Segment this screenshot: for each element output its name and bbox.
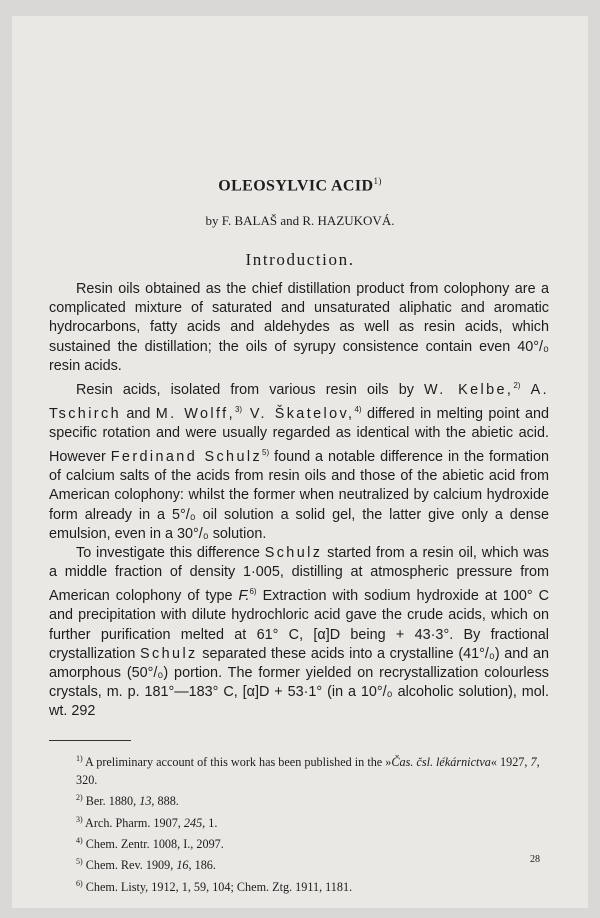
title-text: OLEOSYLVIC ACID xyxy=(218,177,374,195)
title-footnote-ref[interactable]: 1) xyxy=(373,176,382,186)
footnote-6: $^{6)}$ Chem. Listy, 1912, 1, 59, 104; Chem. Ztg. 1911, 1181. xyxy=(76,878,353,894)
author-name: A. Tschirch xyxy=(49,381,549,422)
footnote-divider xyxy=(49,740,131,741)
footnote-3: $^{3)}$ Arch. Pharm. 1907, 245, 1. xyxy=(76,814,218,830)
section-heading: Introduction. xyxy=(245,250,355,269)
footnote-2: $^{2)}$ Ber. 1880, 13, 888. xyxy=(76,793,179,809)
authors-line: by F. BALAŠ and R. HAZUKOVÁ. xyxy=(205,213,395,228)
footnote-ref[interactable]: 2) xyxy=(513,381,521,391)
footnotes xyxy=(49,750,549,896)
paragraph-1: Resin oils obtained as the chief distillation product from colophony are a complicated mixture of saturated and unsaturated aliphatic and aromatic hydrocarbons, fatty acids and aldehydes as well as resin acids, which sustained the distillation; the oils of syrupy consistence contain even 40°/₀ resin acids. xyxy=(49,281,549,374)
author-name: M. Wolff, xyxy=(155,405,235,422)
author-name: Ferdinand Schulz xyxy=(110,449,263,466)
footnote-ref[interactable]: 5) xyxy=(262,448,270,458)
type-label: F. xyxy=(238,588,250,605)
paragraph-2: Resin acids, isolated from various resin oils by W. Kelbe,$^{2)}$ A. Tschirch and M. Wolff,$^{3)}$ V. Škatelov,$^{4)}$ differed in melting point and specific rotation and were usually regarded as identical with the abietic acid. However Ferdinand Schulz$^{5)}$ found a notable difference in the formation of calcium salts of the acids from resin oils and those of the abietic acid from American colophony: whilst the former when neutralized by calcium hydroxide form already in a 5°/₀ oil solution a solid gel, the latter give only a dense emulsion, even in a 30°/₀ solution. xyxy=(49,381,549,542)
page-number: 28 xyxy=(530,854,540,865)
page xyxy=(12,16,588,908)
footnote-5: $^{5)}$ Chem. Rev. 1909, 16, 186. xyxy=(76,857,216,873)
author-name: W. Kelbe, xyxy=(424,381,514,398)
footnote-ref[interactable]: 4) xyxy=(354,405,362,415)
author-name: V. Škatelov, xyxy=(242,405,355,422)
footnote-ref[interactable]: 3) xyxy=(234,405,243,415)
author-name: Schulz xyxy=(140,645,198,662)
footnote-4: $^{4)}$ Chem. Zentr. 1008, I., 2097. xyxy=(76,836,224,852)
article-body xyxy=(49,280,549,722)
paragraph-3: To investigate this difference Schulz started from a resin oil, which was a middle fraction of density 1·005, distilling at atmospheric pressure from American colophony of type F.$^{6)}$ Extraction with sodium hydroxide at 100° C and precipitation with dilute hydrochloric acid gave the crude acids, which on further purification melted at 61° C, [α]D being + 43·3°. By fractional crystallization Schulz separated these acids into a crystalline (41°/₀) and an amorphous (50°/₀) portion. The former yielded on recrystallization colourless crystals, m. p. 181°—183° C, [α]D + 53·1° (in a 10°/₀ alcoholic solution), mol. wt. 292 xyxy=(49,545,549,720)
article-title xyxy=(12,176,588,195)
author-name: Schulz xyxy=(264,545,323,562)
footnote-1: $^{1)}$ A preliminary account of this work has been published in the »Čas. čsl. lékárnictva« 1927, 7, 320. xyxy=(76,754,540,788)
footnote-ref[interactable]: 6) xyxy=(249,587,257,597)
